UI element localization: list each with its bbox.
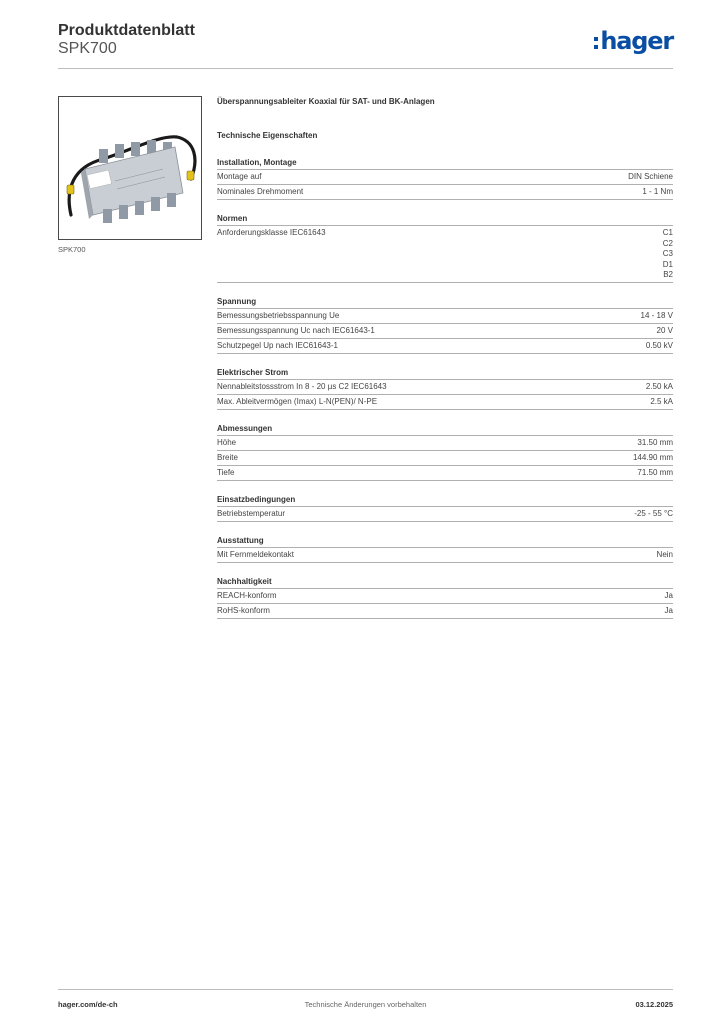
product-image	[58, 96, 202, 240]
spec-row	[217, 324, 673, 339]
logo-colon-icon	[594, 37, 598, 49]
spec-row	[217, 466, 673, 481]
spec-label: Tiefe	[217, 468, 235, 477]
spec-label: Montage auf	[217, 172, 262, 181]
spec-row	[217, 395, 673, 410]
spec-row	[217, 507, 673, 522]
spec-row	[217, 170, 673, 185]
spec-row	[217, 226, 673, 283]
document-header	[58, 21, 673, 69]
spec-row	[217, 185, 673, 200]
spec-row	[217, 436, 673, 451]
spec-row	[217, 451, 673, 466]
product-code: SPK700	[58, 40, 117, 57]
spec-section	[217, 535, 673, 563]
spec-label: Bemessungsspannung Uc nach IEC61643-1	[217, 326, 375, 335]
document-footer	[58, 989, 673, 1009]
spec-value: 1 - 1 Nm	[642, 187, 673, 196]
spec-row	[217, 589, 673, 604]
spec-value: Ja	[664, 591, 673, 600]
section-title: Elektrischer Strom	[217, 367, 673, 380]
spec-label: Bemessungsbetriebsspannung Ue	[217, 311, 340, 320]
footer-website-link[interactable]: hager.com/de-ch	[58, 1000, 118, 1009]
spec-label: Schutzpegel Up nach IEC61643-1	[217, 341, 338, 350]
spec-label: Mit Fernmeldekontakt	[217, 550, 294, 559]
spec-row	[217, 380, 673, 395]
spec-value: 2.5 kA	[650, 397, 673, 406]
image-caption: SPK700	[58, 245, 86, 254]
section-title: Installation, Montage	[217, 157, 673, 170]
spec-label: Breite	[217, 453, 238, 462]
document-title: Produktdatenblatt	[58, 22, 195, 39]
spec-label: Nennableitstossstrom In 8 - 20 µs C2 IEC61643	[217, 382, 387, 391]
product-description: Überspannungsableiter Koaxial für SAT- und BK-Anlagen	[217, 97, 435, 106]
spec-row	[217, 339, 673, 354]
spec-value: 14 - 18 V	[640, 311, 673, 320]
spec-section	[217, 296, 673, 354]
spec-label: RoHS-konform	[217, 606, 270, 615]
spec-value: Nein	[656, 550, 673, 559]
section-title: Normen	[217, 213, 673, 226]
section-title: Ausstattung	[217, 535, 673, 548]
surge-arrester-illustration	[59, 97, 202, 240]
spec-value: 2.50 kA	[645, 382, 673, 391]
hager-logo	[594, 28, 673, 54]
spec-row	[217, 548, 673, 563]
spec-value: 0.50 kV	[645, 341, 673, 350]
spec-section	[217, 213, 673, 283]
spec-value: C1 C2 C3 D1 B2	[662, 228, 673, 279]
section-title: Abmessungen	[217, 423, 673, 436]
spec-label: Max. Ableitvermögen (Imax) L-N(PEN)/ N-PE	[217, 397, 378, 406]
spec-label: REACH-konform	[217, 591, 277, 600]
spec-label: Nominales Drehmoment	[217, 187, 304, 196]
spec-label: Höhe	[217, 438, 237, 447]
spec-value: 144.90 mm	[632, 453, 673, 462]
spec-row	[217, 309, 673, 324]
spec-section	[217, 157, 673, 200]
section-title: Spannung	[217, 296, 673, 309]
properties-heading: Technische Eigenschaften	[217, 131, 318, 140]
spec-sections	[217, 157, 673, 619]
spec-value: 31.50 mm	[637, 438, 673, 447]
section-title: Nachhaltigkeit	[217, 576, 673, 589]
spec-section	[217, 423, 673, 481]
section-title: Einsatzbedingungen	[217, 494, 673, 507]
spec-section	[217, 576, 673, 619]
spec-value: DIN Schiene	[628, 172, 673, 181]
spec-label: Anforderungsklasse IEC61643	[217, 228, 326, 237]
footer-date: 03.12.2025	[635, 1000, 673, 1009]
spec-value: 71.50 mm	[637, 468, 673, 477]
spec-value: 20 V	[656, 326, 673, 335]
spec-value: -25 - 55 °C	[634, 509, 673, 518]
technical-data	[217, 96, 673, 619]
logo-wordmark: hager	[600, 27, 673, 55]
spec-row	[217, 604, 673, 619]
footer-notice: Technische Änderungen vorbehalten	[304, 1000, 427, 1009]
spec-value: Ja	[664, 606, 673, 615]
spec-section	[217, 367, 673, 410]
spec-label: Betriebstemperatur	[217, 509, 286, 518]
spec-section	[217, 494, 673, 522]
